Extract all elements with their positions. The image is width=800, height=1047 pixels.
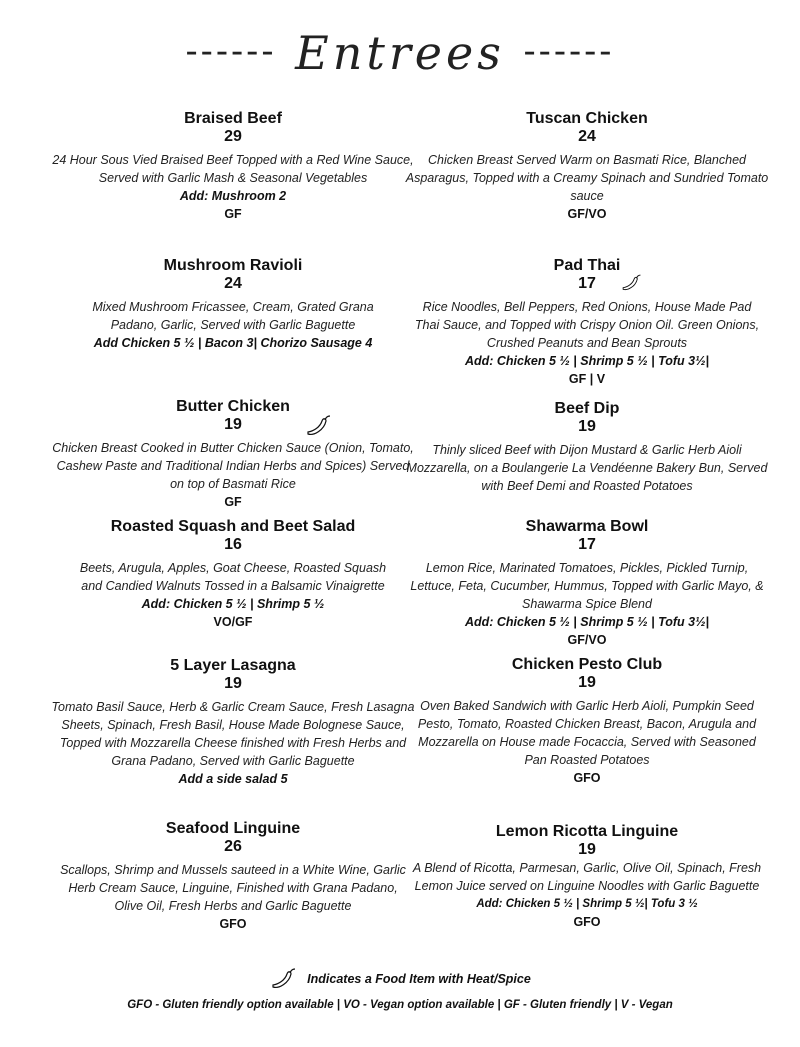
dish-addons: Add a side salad 5 — [178, 772, 288, 786]
dish-addons: Add: Chicken 5 ½ | Shrimp 5 ½ | Tofu 3½| — [464, 615, 710, 629]
dish-price: 26 — [224, 838, 242, 855]
menu-item — [48, 657, 418, 788]
menu-item — [48, 398, 418, 511]
dish-price: 19 — [224, 416, 242, 433]
title-text: Entrees — [295, 26, 505, 80]
menu-item — [48, 110, 418, 223]
dish-diet-tag: GFO — [573, 771, 601, 785]
dish-addons: Add: Chicken 5 ½ | Shrimp 5 ½| Tofu 3 ½ — [476, 898, 698, 910]
dish-description: Beets, Arugula, Apples, Goat Cheese, Roasted Squash and Candied Walnuts Tossed in a Balsamic Vinaigrette — [79, 561, 387, 593]
dish-name: Mushroom Ravioli — [163, 257, 303, 274]
chili-pepper-icon — [620, 273, 642, 293]
spice-legend — [0, 966, 800, 992]
dish-price: 24 — [224, 275, 242, 292]
dish-diet-tag: GFO — [219, 917, 247, 931]
chili-pepper-icon — [304, 414, 332, 438]
dish-description: 24 Hour Sous Vied Braised Beef Topped with a Red Wine Sauce, Served with Garlic Mash & Seasonal Vegetables — [52, 153, 414, 185]
dish-description: Tomato Basil Sauce, Herb & Garlic Cream Sauce, Fresh Lasagna Sheets, Spinach, Fresh Basil, House Made Bolognese Sauce, Topped with Mozzarella Cheese finished with Fresh Herbs and Grana Padano, Served with Garlic Baguette — [51, 700, 415, 768]
dish-name: Chicken Pesto Club — [511, 656, 663, 673]
dish-price: 19 — [578, 418, 596, 435]
page-title — [0, 22, 800, 82]
dish-price: 19 — [578, 674, 596, 691]
menu-item — [402, 400, 772, 495]
chili-pepper-icon — [269, 967, 297, 991]
dish-name: Roasted Squash and Beet Salad — [110, 518, 356, 535]
dish-diet-tag: VO/GF — [213, 615, 253, 629]
dish-price: 29 — [224, 128, 242, 145]
menu-item — [402, 656, 772, 787]
dish-name: Shawarma Bowl — [525, 518, 649, 535]
dish-name: Braised Beef — [184, 110, 282, 127]
dish-addons: Add: Chicken 5 ½ | Shrimp 5 ½ — [141, 597, 325, 611]
dish-name: Seafood Linguine — [165, 820, 301, 837]
dish-addons: Add: Mushroom 2 — [179, 189, 287, 203]
legend-text: Indicates a Food Item with Heat/Spice — [307, 972, 531, 986]
menu-item — [48, 518, 418, 631]
dish-diet-tag: GFO — [573, 915, 601, 929]
dish-description: Lemon Rice, Marinated Tomatoes, Pickles, Pickled Turnip, Lettuce, Feta, Cucumber, Hummus, Topped with Garlic Mayo, & Shawarma Spice Blend — [410, 561, 764, 611]
title-dash-left: ------ — [185, 31, 277, 72]
dish-diet-tag: GF/VO — [567, 633, 607, 647]
dish-price: 19 — [224, 675, 242, 692]
dish-price: 16 — [224, 536, 242, 553]
dish-name: 5 Layer Lasagna — [170, 657, 296, 674]
dish-price: 24 — [578, 128, 596, 145]
dish-name: Beef Dip — [554, 400, 620, 417]
menu-item — [402, 518, 772, 649]
menu-item — [402, 257, 772, 388]
dish-price: 17 — [578, 536, 596, 553]
dish-description: Chicken Breast Served Warm on Basmati Rice, Blanched Asparagus, Topped with a Creamy Spinach and Sundried Tomato sauce — [405, 153, 769, 203]
dish-price: 19 — [578, 841, 596, 858]
dish-description: Chicken Breast Cooked in Butter Chicken Sauce (Onion, Tomato, Cashew Paste and Traditional Indian Herbs and Spices) Served on top of Basmati Rice — [52, 441, 414, 491]
menu-item — [402, 110, 772, 223]
title-dash-right: ------ — [523, 31, 615, 72]
dish-description: Mixed Mushroom Fricassee, Cream, Grated Grana Padano, Garlic, Served with Garlic Baguette — [92, 300, 374, 332]
dish-diet-tag: GF — [224, 495, 242, 509]
dish-diet-tag: GF/VO — [567, 207, 607, 221]
dish-diet-tag: GF — [224, 207, 242, 221]
menu-item — [48, 257, 418, 352]
dish-addons: Add: Chicken 5 ½ | Shrimp 5 ½ | Tofu 3½| — [464, 354, 710, 368]
dish-description: Oven Baked Sandwich with Garlic Herb Aioli, Pumpkin Seed Pesto, Tomato, Roasted Chicken Breast, Bacon, Arugula and Mozzarella on House made Focaccia, Served with Seasoned Pan Roasted Potatoes — [417, 699, 757, 767]
dish-price: 17 — [578, 275, 596, 292]
dish-description: A Blend of Ricotta, Parmesan, Garlic, Olive Oil, Spinach, Fresh Lemon Juice served on Linguine Noodles with Garlic Baguette — [412, 861, 762, 893]
diet-footnote: GFO - Gluten friendly option available | VO - Vegan option available | GF - Gluten friendly | V - Vegan — [127, 999, 673, 1011]
menu-item — [48, 820, 418, 933]
dish-name: Lemon Ricotta Linguine — [495, 823, 679, 840]
dish-name: Tuscan Chicken — [526, 110, 648, 127]
dish-addons: Add Chicken 5 ½ | Bacon 3| Chorizo Sausage 4 — [93, 336, 373, 350]
dish-name: Butter Chicken — [176, 398, 290, 415]
dish-description: Rice Noodles, Bell Peppers, Red Onions, House Made Pad Thai Sauce, and Topped with Crispy Onion Oil. Green Onions, Crushed Peanuts and Bean Sprouts — [414, 300, 760, 350]
dish-description: Thinly sliced Beef with Dijon Mustard & Garlic Herb Aioli Mozzarella, on a Boulangerie La Vendéenne Bakery Bun, Served with Beef Demi and Roasted Potatoes — [406, 443, 768, 493]
menu-item — [402, 823, 772, 931]
dish-diet-tag: GF | V — [568, 372, 606, 386]
dish-name: Pad Thai — [553, 257, 621, 274]
dish-description: Scallops, Shrimp and Mussels sauteed in a White Wine, Garlic Herb Cream Sauce, Linguine, Finished with Grana Padano, Olive Oil, Fresh Herbs and Garlic Baguette — [60, 863, 406, 913]
